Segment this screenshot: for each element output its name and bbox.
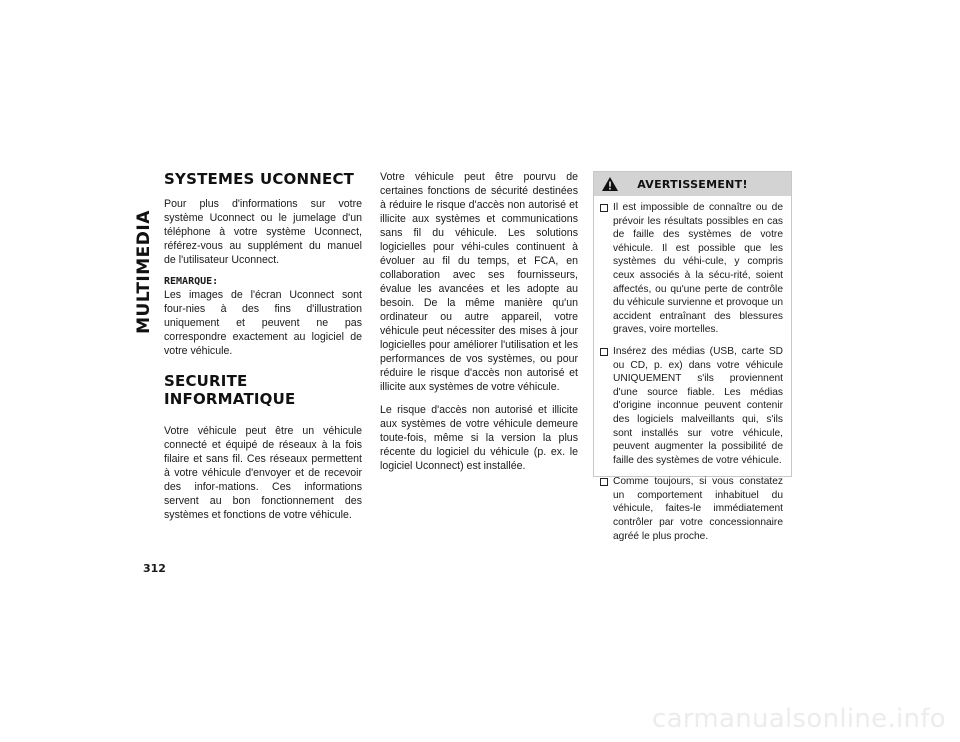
section-side-title bbox=[130, 172, 158, 372]
square-bullet-icon bbox=[600, 478, 608, 486]
left-column bbox=[164, 170, 362, 531]
middle-column bbox=[380, 170, 578, 482]
warning-item bbox=[600, 201, 783, 337]
square-bullet-icon bbox=[600, 348, 608, 356]
warning-header bbox=[594, 172, 791, 196]
note-label: REMARQUE: bbox=[164, 276, 219, 287]
warning-triangle-icon bbox=[601, 176, 619, 192]
warning-item-text: Insérez des médias (USB, carte SD ou CD, p. ex) dans votre véhicule UNIQUEMENT s'ils proviennent d'une source fiable. Les médias d'origine inconnue peuvent contenir des logiciels malveillants qui, s'ils sont installés sur votre véhicule, peuvent augmenter la possibilité de faille des systèmes de votre véhicule. bbox=[613, 345, 783, 466]
warning-title: AVERTISSEMENT! bbox=[637, 177, 748, 191]
section-side-title-text: MULTIMEDIA bbox=[134, 210, 155, 334]
uconnect-intro-paragraph: Pour plus d'informations sur votre système Uconnect ou le jumelage d'un téléphone à votre système Uconnect, référez-vous au supplément du manuel de l'utilisateur Uconnect. bbox=[164, 198, 362, 266]
square-bullet-icon bbox=[600, 204, 608, 212]
watermark: carmanualsonline.info bbox=[651, 704, 946, 734]
security-paragraph: Votre véhicule peut être un véhicule connecté et équipé de réseaux à la fois filaire et sans fil. Ces réseaux permettent à votre véhicule d'envoyer et de recevoir des infor-mations. Ces informations servent au bon fonctionnement des systèmes et fonctions de votre véhicule. bbox=[164, 425, 362, 521]
security-features-paragraph: Votre véhicule peut être pourvu de certaines fonctions de sécurité destinées à réduire le risque d'accès non autorisé et illicite aux systèmes et communications sans fil du véhicule. Les solutions logicielles pour véhi-cules continuent à évoluer au fil du temps, et FCA, en collaboration avec ses fournisseurs, évalue les avancées et les adopte au besoin. De la même manière qu'un ordinateur ou autre appareil, votre véhicule peut nécessiter des mises à jour logicielles pour améliorer l'utilisation et les performances de vos systèmes, ou pour réduire le risque d'accès non autorisé et illicite aux systèmes de votre véhicule. bbox=[380, 171, 578, 393]
warning-item-text: Comme toujours, si vous constatez un comportement inhabituel du véhicule, faites-le immédiatement contrôler par votre concessionnaire agréé le plus proche. bbox=[613, 476, 783, 542]
heading-security: SECURITE INFORMATIQUE bbox=[164, 372, 296, 408]
warning-item-text: Il est impossible de connaître ou de prévoir les résultats possibles en cas de faille des systèmes de votre véhicule. Il est possible que les systèmes du véhi-cule, y compris ceux associés à la sécu-rité, soient affectés, ou qu'une perte de contrôle du véhicule survienne et provoque un accident entraînant des blessures graves, voire mortelles. bbox=[613, 202, 783, 336]
heading-uconnect: SYSTEMES UCONNECT bbox=[164, 170, 355, 188]
warning-list bbox=[594, 196, 791, 543]
warning-box bbox=[593, 171, 792, 542]
risk-paragraph: Le risque d'accès non autorisé et illicite aux systèmes de votre véhicule demeure toute-fois, même si la version la plus récente du logiciel du véhicule (p. ex. le logiciel Uconnect) est installée. bbox=[380, 404, 578, 472]
warning-item bbox=[600, 475, 783, 543]
warning-item bbox=[600, 345, 783, 467]
note-paragraph: Les images de l'écran Uconnect sont four-nies à des fins d'illustration uniquement et peuvent ne pas correspondre exactement au logiciel de votre véhicule. bbox=[164, 289, 362, 357]
page-number: 312 bbox=[143, 562, 166, 575]
